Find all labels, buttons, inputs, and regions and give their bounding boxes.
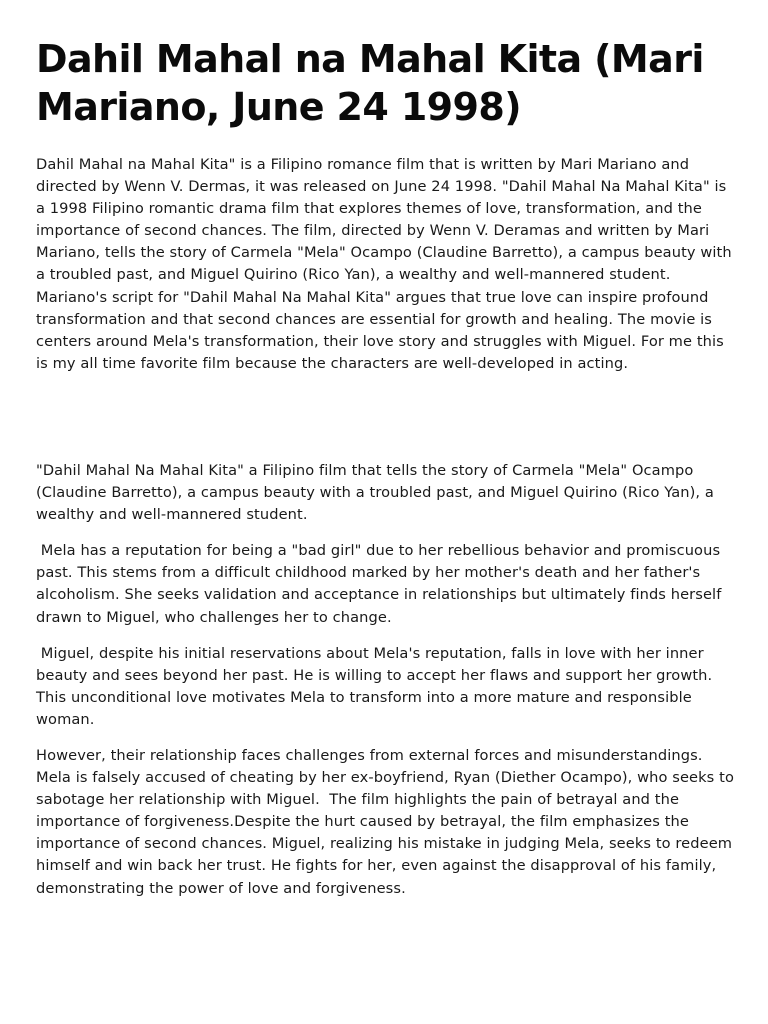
paragraph-story-summary: "Dahil Mahal Na Mahal Kita" a Filipino film that tells the story of Carmela "Mela" Ocampo (Claudine Barretto), a campus beauty with a troubled past, and Miguel Quirino (Rico Yan), a wealthy and well-mannered student. [36, 461, 719, 524]
paragraph-challenges: However, their relationship faces challenges from external forces and misunderstandings. Mela is falsely accused of cheating by her ex-boyfriend, Ryan (Diether Ocampo), who seeks to sabotage her relationship with Miguel. The film highlights the pain of betrayal and the importance of forgiveness.Despite the hurt caused by betrayal, the film emphasizes the importance of second chances. Miguel, realizing his mistake in judging Mela, seeks to redeem himself and win back her trust. He fights for her, even against the disapproval of his family, demonstrating the power of love and forgiveness. [36, 746, 739, 897]
page-title: Dahil Mahal na Mahal Kita (Mari Mariano, June 24 1998) [36, 37, 704, 129]
paragraph-mela-reputation: Mela has a reputation for being a "bad girl" due to her rebellious behavior and promiscuous past. This stems from a difficult childhood marked by her mother's death and her father's alcoholism. She seeks validation and acceptance in relationships but ultimately finds herself drawn to Miguel, who challenges her to change. [36, 542, 727, 626]
paragraph-intro: Dahil Mahal na Mahal Kita" is a Filipino romance film that is written by Mari Mariano and directed by Wenn V. Dermas, it was released on June 24 1998. "Dahil Mahal Na Mahal Kita" is a 1998 Filipino romantic drama film that explores themes of love, transformation, and the importance of second chances. The film, directed by Wenn V. Deramas and written by Mari Mariano, tells the story of Carmela "Mela" Ocampo (Claudine Barretto), a campus beauty with a troubled past, and Miguel Quirino (Rico Yan), a wealthy and well-mannered student. Mariano's script for "Dahil Mahal Na Mahal Kita" argues that true love can inspire profound transformation and that second chances are essential for growth and healing. The movie is centers around Mela's transformation, their love story and struggles with Miguel. For me this is my all time favorite film because the characters are well-developed in acting. [36, 156, 737, 372]
paragraph-miguel-love: Miguel, despite his initial reservations about Mela's reputation, falls in love with her inner beauty and sees beyond her past. He is willing to accept her flaws and support her growth. This unconditional love motivates Mela to transform into a more mature and responsible woman. [36, 644, 718, 728]
document-page [36, 0, 739, 900]
